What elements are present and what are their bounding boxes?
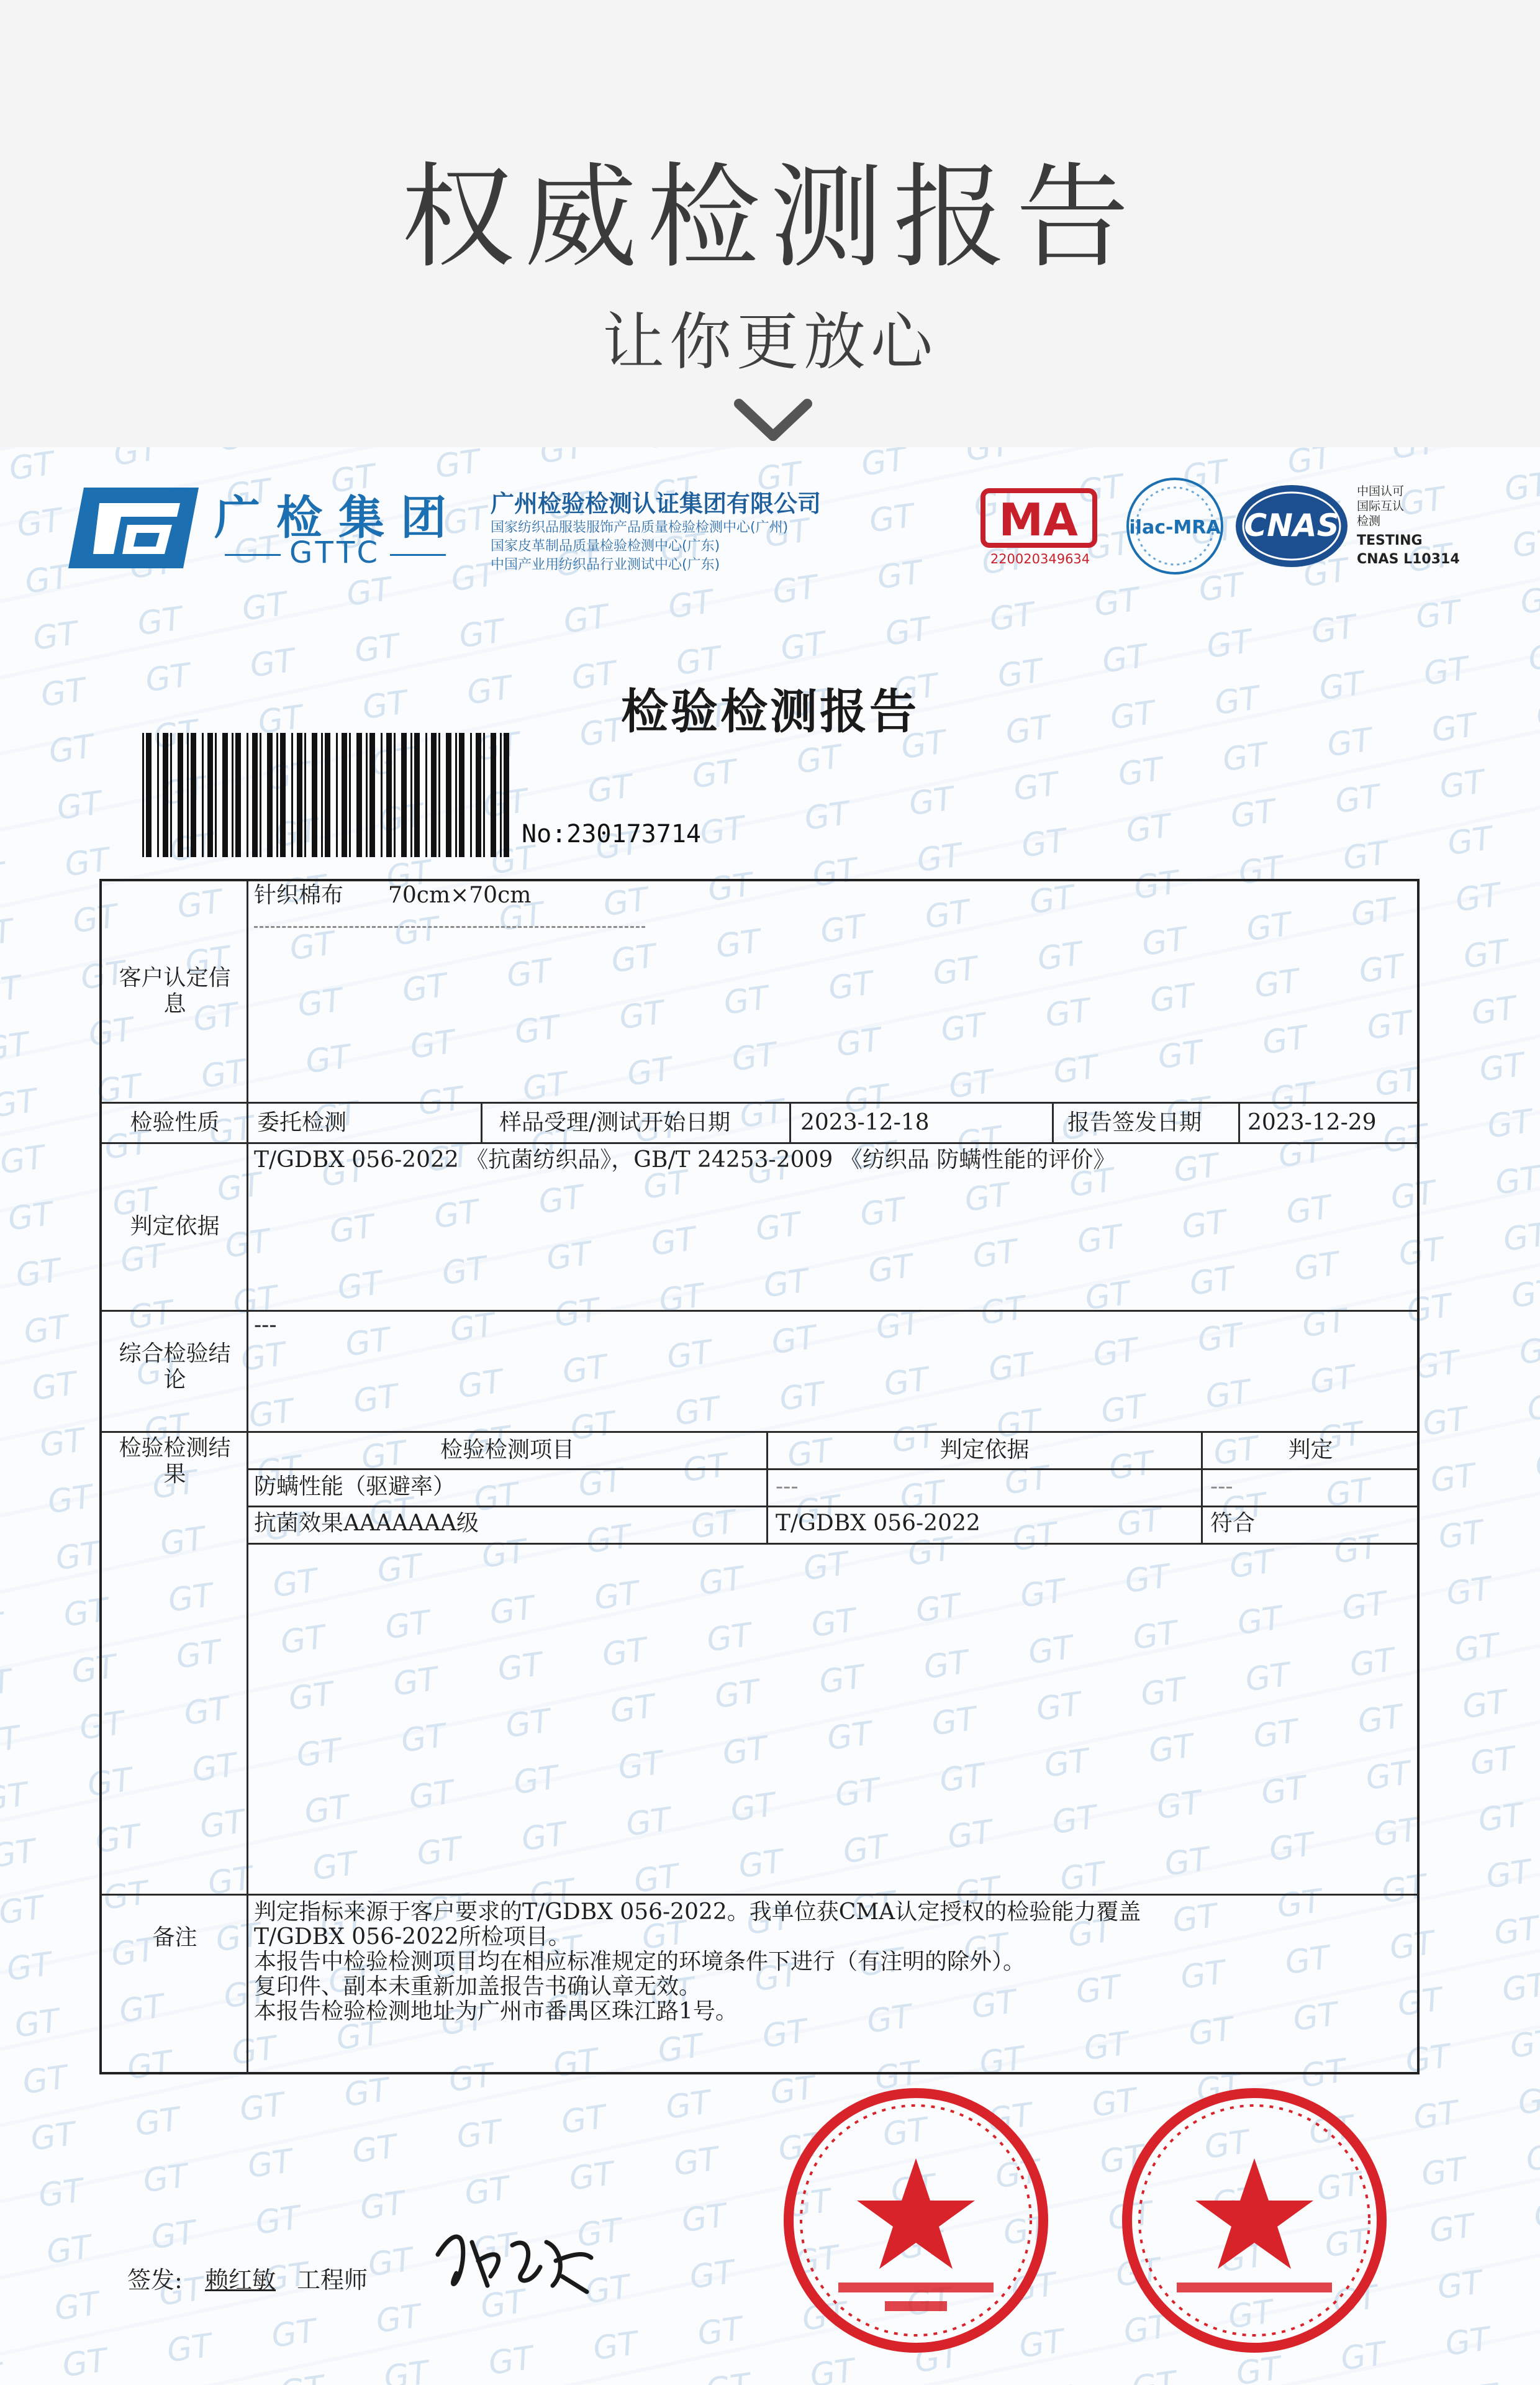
chevron-down-icon [733, 398, 813, 447]
test-nature-label: 检验性质 [130, 1110, 220, 1135]
results-header-basis: 判定依据 [940, 1437, 1030, 1463]
cnas-number: CNAS L10314 [1357, 552, 1460, 567]
cnas-caption: 检测 [1357, 514, 1381, 528]
official-seal-icon [1118, 2084, 1391, 2357]
cnas-logo-icon [1233, 481, 1351, 571]
results-header-item: 检验检测项目 [440, 1437, 574, 1463]
basis-label: 判定依据 [130, 1214, 220, 1239]
remarks-label: 备注 [152, 1925, 197, 1950]
remark-line: 本报告检验检测地址为广州市番禺区珠江路1号。 [254, 1999, 738, 2024]
organization-subtitle: 国家纺织品服装服饰产品质量检验检测中心(广州) [491, 520, 789, 535]
test-nature-value: 委托检测 [257, 1110, 347, 1135]
customer-info-label: 客户认定信息 [119, 965, 231, 1017]
issue-date-value: 2023-12-29 [1248, 1110, 1377, 1135]
cma-logo-icon [978, 484, 1099, 559]
remark-line: 判定指标来源于客户要求的T/GDBX 056-2022。我单位获CMA认定授权的检验能力覆盖 [254, 1899, 1141, 1925]
cnas-logo-text: CNAS [1244, 507, 1339, 543]
signoff-label: 签发: [127, 2266, 183, 2294]
cnas-caption: 中国认可 [1357, 484, 1405, 498]
organization-subtitle: 国家皮革制品质量检验检测中心(广东) [491, 538, 720, 554]
remark-line: 本报告中检验检测项目均在相应标准规定的环境条件下进行（有注明的除外）。 [254, 1949, 1026, 1974]
result-item: 防螨性能（驱避率） [254, 1474, 456, 1499]
remark-line: T/GDBX 056-2022所检项目。 [254, 1924, 571, 1950]
cma-logo-text: MA [999, 494, 1078, 546]
report-table [99, 879, 1420, 2074]
conclusion-value: --- [254, 1312, 277, 1338]
report-title: 检验检测报告 [621, 684, 919, 739]
hero-title: 权威检测报告 [401, 152, 1139, 283]
receipt-date-value: 2023-12-18 [800, 1110, 930, 1135]
receipt-date-label: 样品受理/测试开始日期 [499, 1110, 731, 1135]
handwritten-signature [428, 2217, 596, 2304]
result-verdict: 符合 [1210, 1510, 1256, 1536]
cnas-caption: 国际互认 [1357, 499, 1405, 513]
result-item: 抗菌效果AAAAAAA级 [254, 1510, 479, 1536]
cnas-testing-label: TESTING [1357, 533, 1423, 548]
report-number: No:230173714 [522, 820, 701, 848]
brand-name-en: GTTC [211, 535, 460, 570]
official-seal-icon [779, 2084, 1053, 2357]
signoff-title: 工程师 [297, 2266, 368, 2294]
barcode [140, 733, 512, 857]
gttc-logo-icon [65, 484, 202, 571]
organization-name: 广州检验检测认证集团有限公司 [491, 490, 822, 517]
basis-value: T/GDBX 056-2022 《抗菌纺织品》，GB/T 24253-2009 《纺织品 防螨性能的评价》 [254, 1147, 1116, 1173]
hero-subtitle: 让你更放心 [602, 306, 938, 378]
result-basis: T/GDBX 056-2022 [776, 1510, 981, 1536]
issue-date-label: 报告签发日期 [1067, 1110, 1202, 1135]
conclusion-label: 综合检验结论 [119, 1341, 231, 1392]
ilac-logo-text: ilac-MRA [1129, 517, 1221, 538]
result-verdict: --- [1210, 1474, 1233, 1499]
brand-name-cn: 广检集团 [214, 491, 463, 545]
signoff-name: 赖红敏 [205, 2266, 276, 2294]
ilac-mra-logo-icon [1124, 475, 1226, 578]
organization-subtitle: 中国产业用纺织品行业测试中心(广东) [491, 557, 720, 573]
customer-info-value: 针织棉布 70cm×70cm [254, 883, 532, 908]
result-basis: --- [776, 1474, 799, 1499]
remark-line: 复印件、副本未重新加盖报告书确认章无效。 [254, 1974, 702, 1999]
results-label: 检验检测结果 [119, 1435, 231, 1487]
results-header-verdict: 判定 [1288, 1437, 1333, 1463]
cma-number: 220020349634 [990, 552, 1090, 566]
